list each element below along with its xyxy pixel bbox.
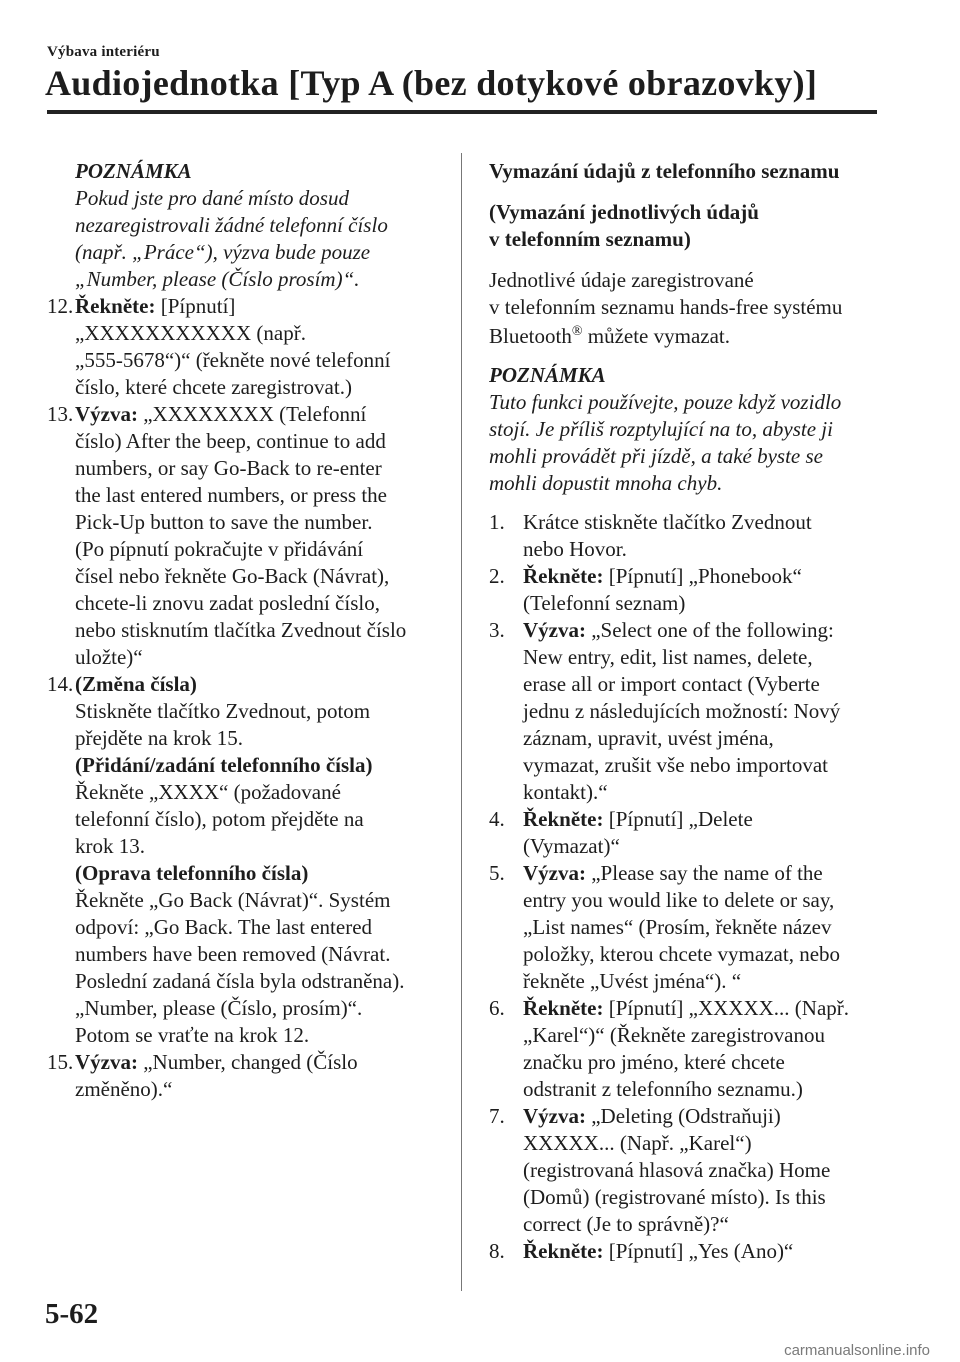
- step-6: [489, 995, 889, 1103]
- step-14: [47, 671, 447, 1049]
- step-text: odpoví: „Go Back. The last entered: [75, 915, 373, 939]
- step-8: [489, 1238, 889, 1265]
- subsection-heading: v telefonním seznamu): [489, 227, 691, 251]
- step-1: [489, 509, 889, 563]
- step-text: numbers have been removed (Návrat.: [75, 942, 391, 966]
- step-label: Výzva:: [75, 402, 138, 426]
- step-12: [47, 293, 447, 401]
- note-line: mohli dopustit mnoha chyb.: [489, 471, 723, 495]
- step-5: [489, 860, 889, 995]
- column-divider: [461, 153, 462, 1291]
- step-text: „XXXXXXXX (Telefonní: [137, 402, 367, 426]
- step-text: „List names“ (Prosím, řekněte název: [523, 915, 832, 939]
- step-text: Řekněte „Go Back (Návrat)“. Systém: [75, 888, 391, 912]
- step-text: odstranit z telefonního seznamu.): [523, 1077, 803, 1101]
- intro-line: můžete vymazat.: [582, 324, 730, 348]
- step-number: 3.: [489, 618, 505, 642]
- step-7: [489, 1103, 889, 1238]
- step-number: 15.: [47, 1050, 74, 1074]
- step-text: Krátce stiskněte tlačítko Zvednout: [523, 510, 812, 534]
- step-text: chcete-li znovu zadat poslední číslo,: [75, 591, 380, 615]
- step-number: 5.: [489, 861, 505, 885]
- section-label: Výbava interiéru: [47, 44, 160, 60]
- step-text: New entry, edit, list names, delete,: [523, 645, 813, 669]
- step-text: uložte)“: [75, 645, 143, 669]
- step-text: Poslední zadaná čísla byla odstraněna).: [75, 969, 405, 993]
- step-text: Pick-Up button to save the number.: [75, 510, 373, 534]
- note-line: „Number, please (Číslo prosím)“.: [75, 267, 360, 291]
- step-subheading: (Změna čísla): [75, 672, 197, 696]
- step-text: číslo, které chcete zaregistrovat.): [75, 375, 352, 399]
- step-text: vymazat, zrušit vše nebo importovat: [523, 753, 829, 777]
- step-text: kontakt).“: [523, 780, 608, 804]
- note-title: POZNÁMKA: [489, 363, 606, 387]
- step-text: „Karel“)“ (Řekněte zaregistrovanou: [523, 1023, 825, 1047]
- step-text: Řekněte „XXXX“ (požadované: [75, 780, 341, 804]
- step-text: řekněte „Uvést jména“). “: [523, 969, 742, 993]
- step-text: „Deleting (Odstraňuji): [585, 1104, 781, 1128]
- page-number: 5-62: [45, 1298, 99, 1330]
- step-number: 7.: [489, 1104, 505, 1128]
- step-number: 12.: [47, 294, 74, 318]
- step-4: [489, 806, 889, 860]
- step-text: correct (Je to správně)?“: [523, 1212, 729, 1236]
- title-rule: [47, 110, 877, 114]
- step-text: nebo Hovor.: [523, 537, 627, 561]
- note-line: (např. „Práce“), výzva bude pouze: [75, 240, 371, 264]
- subsection-heading: (Vymazání jednotlivých údajů: [489, 200, 759, 224]
- step-number: 1.: [489, 510, 505, 534]
- step-text: erase all or import contact (Vyberte: [523, 672, 820, 696]
- step-text: čísel nebo řekněte Go-Back (Návrat),: [75, 564, 390, 588]
- step-text: (registrovaná hlasová značka) Home: [523, 1158, 831, 1182]
- step-number: 13.: [47, 402, 74, 426]
- registered-mark: ®: [571, 324, 583, 339]
- step-number: 2.: [489, 564, 505, 588]
- step-subheading: (Přidání/zadání telefonního čísla): [75, 753, 373, 777]
- step-text: [Pípnutí] „Delete: [603, 807, 753, 831]
- step-number: 14.: [47, 672, 74, 696]
- left-column: [47, 158, 447, 1103]
- step-number: 6.: [489, 996, 505, 1020]
- step-text: (Vymazat)“: [523, 834, 620, 858]
- step-number: 4.: [489, 807, 505, 831]
- step-text: the last entered numbers, or press the: [75, 483, 387, 507]
- step-text: Stiskněte tlačítko Zvednout, potom: [75, 699, 371, 723]
- step-text: změněno).“: [75, 1077, 173, 1101]
- step-label: Výzva:: [523, 618, 586, 642]
- step-text: (Po pípnutí pokračujte v přidávání: [75, 537, 364, 561]
- step-3: [489, 617, 889, 806]
- note-line: mohli provádět při jízdě, a také byste se: [489, 444, 823, 468]
- step-label: Řekněte:: [523, 564, 604, 588]
- step-text: [Pípnutí] „Phonebook“: [603, 564, 802, 588]
- step-subheading: (Oprava telefonního čísla): [75, 861, 309, 885]
- step-text: „XXXXXXXXXXX (např.: [75, 321, 306, 345]
- step-text: nebo stisknutím tlačítka Zvednout číslo: [75, 618, 407, 642]
- step-text: „Please say the name of the: [585, 861, 823, 885]
- step-text: XXXXX... (Např. „Karel“): [523, 1131, 752, 1155]
- step-text: numbers, or say Go-Back to re-enter: [75, 456, 382, 480]
- step-text: číslo) After the beep, continue to add: [75, 429, 386, 453]
- step-text: (Telefonní seznam): [523, 591, 686, 615]
- step-text: entry you would like to delete or say,: [523, 888, 835, 912]
- step-text: krok 13.: [75, 834, 145, 858]
- note-left: [75, 158, 447, 293]
- note-title: POZNÁMKA: [75, 159, 192, 183]
- note-line: stojí. Je příliš rozptylující na to, abyste ji: [489, 417, 833, 441]
- step-text: „555-5678“)“ (řekněte nové telefonní: [75, 348, 391, 372]
- step-label: Řekněte:: [523, 996, 604, 1020]
- page-title: Audiojednotka [Typ A (bez dotykové obrazovky)]: [45, 63, 818, 103]
- step-text: jednu z následujících možností: Nový: [523, 699, 841, 723]
- step-text: značku pro jméno, které chcete: [523, 1050, 785, 1074]
- step-text: záznam, upravit, uvést jména,: [523, 726, 774, 750]
- step-text: telefonní číslo), potom přejděte na: [75, 807, 364, 831]
- step-text: Potom se vraťte na krok 12.: [75, 1023, 310, 1047]
- step-text: přejděte na krok 15.: [75, 726, 243, 750]
- step-2: [489, 563, 889, 617]
- step-text: [Pípnutí]: [155, 294, 236, 318]
- step-label: Výzva:: [523, 1104, 586, 1128]
- step-13: [47, 401, 447, 671]
- step-text: „Number, please (Číslo, prosím)“.: [75, 996, 363, 1020]
- step-text: položky, kterou chcete vymazat, nebo: [523, 942, 841, 966]
- step-label: Výzva:: [523, 861, 586, 885]
- watermark: carmanualsonline.info: [784, 1342, 930, 1359]
- section-heading: Vymazání údajů z telefonního seznamu: [489, 159, 840, 183]
- step-text: [Pípnutí] „Yes (Ano)“: [603, 1239, 794, 1263]
- intro-line: v telefonním seznamu hands-free systému: [489, 295, 843, 319]
- note-line: Pokud jste pro dané místo dosud: [75, 186, 349, 210]
- intro-line: Jednotlivé údaje zaregistrované: [489, 268, 754, 292]
- intro-bluetooth: Bluetooth: [489, 324, 572, 348]
- step-text: (Domů) (registrované místo). Is this: [523, 1185, 826, 1209]
- step-number: 8.: [489, 1239, 505, 1263]
- step-text: „Select one of the following:: [585, 618, 834, 642]
- step-15: [47, 1049, 447, 1103]
- right-column: [489, 158, 889, 1265]
- note-line: Tuto funkci používejte, pouze když vozidlo: [489, 390, 842, 414]
- note-line: nezaregistrovali žádné telefonní číslo: [75, 213, 388, 237]
- step-label: Řekněte:: [523, 807, 604, 831]
- step-text: „Number, changed (Číslo: [137, 1050, 358, 1074]
- step-label: Výzva:: [75, 1050, 138, 1074]
- step-label: Řekněte:: [523, 1239, 604, 1263]
- step-label: Řekněte:: [75, 294, 156, 318]
- step-text: [Pípnutí] „XXXXX... (Např.: [603, 996, 850, 1020]
